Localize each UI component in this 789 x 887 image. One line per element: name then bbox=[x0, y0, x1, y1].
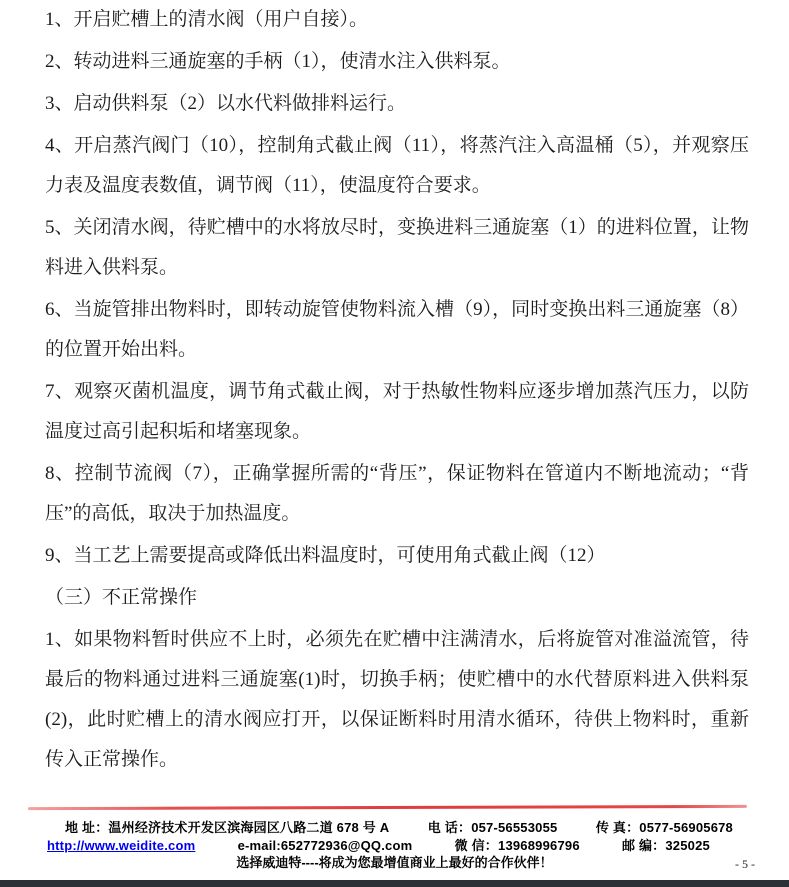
paragraph-step-3: 3、启动供料泵（2）以水代料做排料运行。 bbox=[45, 93, 407, 114]
footer-divider-line bbox=[28, 805, 747, 810]
footer-address-value: 温州经济技术开发区滨海园区八路二道 678 号 A bbox=[108, 820, 390, 835]
paragraph-step-2: 2、转动进料三通旋塞的手柄（1），使清水注入供料泵。 bbox=[45, 51, 511, 72]
paragraph-step-7: 7、观察灭菌机温度，调节角式截止阀，对于热敏性物料应逐步增加蒸汽压力，以防温度过高引起积垢和堵塞现象。 bbox=[45, 381, 749, 442]
page-number: - 5 - bbox=[735, 857, 755, 871]
document-body bbox=[45, 0, 749, 782]
paragraph-step-6: 6、当旋管排出物料时，即转动旋管使物料流入槽（9），同时变换出料三通旋塞（8）的位置开始出料。 bbox=[45, 299, 749, 360]
footer-fax bbox=[596, 817, 733, 836]
footer-phone bbox=[428, 817, 558, 836]
footer-phone-value: 057-56553055 bbox=[471, 820, 558, 835]
website-link[interactable]: http://www.weidite.com bbox=[47, 838, 196, 853]
footer-phone-label: 电 话： bbox=[427, 820, 472, 835]
footer-fax-label: 传 真： bbox=[595, 820, 640, 835]
footer-slogan: 选择威迪特----将成为您最增值商业上最好的合作伙伴！ bbox=[236, 855, 553, 870]
paragraph-step-8: 8、控制节流阀（7），正确掌握所需的“背压”，保证物料在管道内不断地流动；“背压”的高低，取决于加热温度。 bbox=[45, 463, 749, 524]
paragraph-step-4: 4、开启蒸汽阀门（10），控制角式截止阀（11），将蒸汽注入高温桶（5），并观察压力表及温度表数值，调节阀（11），使温度符合要求。 bbox=[45, 135, 749, 196]
footer-fax-value: 0577-56905678 bbox=[639, 820, 733, 835]
footer-address bbox=[65, 817, 389, 836]
paragraph-step-5: 5、关闭清水阀，待贮槽中的水将放尽时，变换进料三通旋塞（1）的进料位置，让物料进入供料泵。 bbox=[45, 217, 749, 278]
footer-contact-line-1 bbox=[65, 817, 733, 836]
scan-edge-bar bbox=[0, 880, 789, 887]
footer-zip-label: 邮 编： bbox=[621, 838, 666, 853]
paragraph-step-9: 9、当工艺上需要提高或降低出料温度时，可使用角式截止阀（12） bbox=[45, 545, 606, 566]
paragraph-abnormal-1: 1、如果物料暂时供应不上时，必须先在贮槽中注满清水，后将旋管对准溢流管，待最后的物料通过进料三通旋塞(1)时，切换手柄；使贮槽中的水代替原料进入供料泵(2)，此时贮槽上的清水阀应打开，以保证断料时用清水循环，待供上物料时，重新传入正常操作。 bbox=[45, 629, 749, 770]
paragraph-step-1: 1、开启贮槽上的清水阀（用户自接）。 bbox=[45, 9, 369, 30]
footer-wechat-label: 微 信： bbox=[454, 838, 499, 853]
footer-email: e-mail:652772936@QQ.com bbox=[237, 838, 413, 853]
footer-address-label: 地 址： bbox=[65, 820, 109, 835]
footer-wechat-value: 13968996796 bbox=[498, 838, 580, 853]
footer-zip-value: 325025 bbox=[665, 838, 710, 853]
section-heading-abnormal-operation: （三）不正常操作 bbox=[45, 587, 198, 608]
